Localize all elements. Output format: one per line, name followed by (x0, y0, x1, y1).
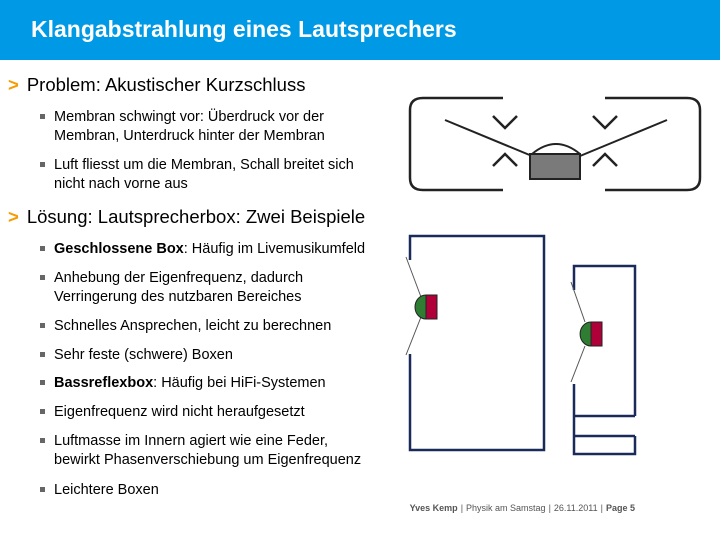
bullet-line: Membran, Unterdruck hinter der Membran (54, 128, 325, 144)
footer-author: Yves Kemp (409, 503, 458, 513)
short-circuit-diagram (405, 90, 710, 200)
section-heading-solution (8, 206, 365, 228)
bullet-line: Luftmasse im Innern agiert wie eine Feder, (54, 433, 329, 449)
footer-page-number: Page 5 (605, 503, 635, 513)
bullet-item (40, 346, 233, 365)
bullet-line: bewirkt Phasenverschiebung um Eigenfrequenz (54, 452, 362, 468)
square-bullet-icon (40, 438, 45, 443)
heading-text: Lösung: Lautsprecherbox: Zwei Beispiele (26, 206, 366, 227)
bullet-item (40, 240, 365, 259)
square-bullet-icon (40, 380, 45, 385)
bullet-line: Luft fliesst um die Membran, Schall breitet sich (54, 157, 354, 173)
slide-footer (0, 503, 635, 513)
footer-event: Physik am Samstag (466, 503, 546, 513)
bullet-line: Anhebung der Eigenfrequenz, dadurch (54, 270, 304, 286)
bullet-line: Leichtere Boxen (54, 482, 159, 498)
bullet-item (40, 317, 331, 336)
footer-separator: | (460, 503, 464, 513)
heading-text: Problem: Akustischer Kurzschluss (26, 74, 306, 95)
bullet-bold-term: Geschlossene Box (54, 241, 184, 257)
bullet-item (40, 374, 326, 393)
bullet-item (40, 156, 354, 194)
bullet-item (40, 269, 303, 307)
bullet-item (40, 432, 361, 470)
square-bullet-icon (40, 275, 45, 280)
section-heading-problem (8, 74, 305, 96)
bass-reflex-box-diagram (565, 262, 645, 458)
square-bullet-icon (40, 409, 45, 414)
bullet-line: Eigenfrequenz wird nicht heraufgesetzt (54, 404, 305, 420)
square-bullet-icon (40, 162, 45, 167)
slide-title: Klangabstrahlung eines Lautsprechers (31, 16, 457, 42)
footer-separator: | (600, 503, 603, 513)
bullet-rest: : Häufig bei HiFi-Systemen (153, 375, 326, 391)
title-bar (0, 0, 720, 60)
square-bullet-icon (40, 352, 45, 357)
bullet-line: Sehr feste (schwere) Boxen (54, 347, 233, 363)
bullet-item (40, 108, 325, 146)
footer-date: 26.11.2011 (553, 503, 598, 513)
square-bullet-icon (40, 246, 45, 251)
bullet-bold-term: Bassreflexbox (54, 375, 154, 391)
bullet-line: Membran schwingt vor: Überdruck vor der (54, 109, 324, 125)
bullet-line: nicht nach vorne aus (54, 176, 188, 192)
square-bullet-icon (40, 114, 45, 119)
bullet-line (54, 240, 365, 259)
bullet-line: Schnelles Ansprechen, leicht zu berechnen (54, 318, 332, 334)
footer-separator: | (548, 503, 551, 513)
arrow-bullet-icon: > (8, 206, 19, 227)
arrow-bullet-icon: > (8, 74, 19, 95)
bullet-item (40, 403, 305, 422)
square-bullet-icon (40, 323, 45, 328)
bullet-line (54, 374, 326, 393)
closed-box-diagram (400, 232, 550, 454)
square-bullet-icon (40, 487, 45, 492)
bullet-line: Verringerung des nutzbaren Bereiches (54, 289, 302, 305)
bullet-item (40, 481, 159, 500)
bullet-rest: : Häufig im Livemusikumfeld (183, 241, 366, 257)
